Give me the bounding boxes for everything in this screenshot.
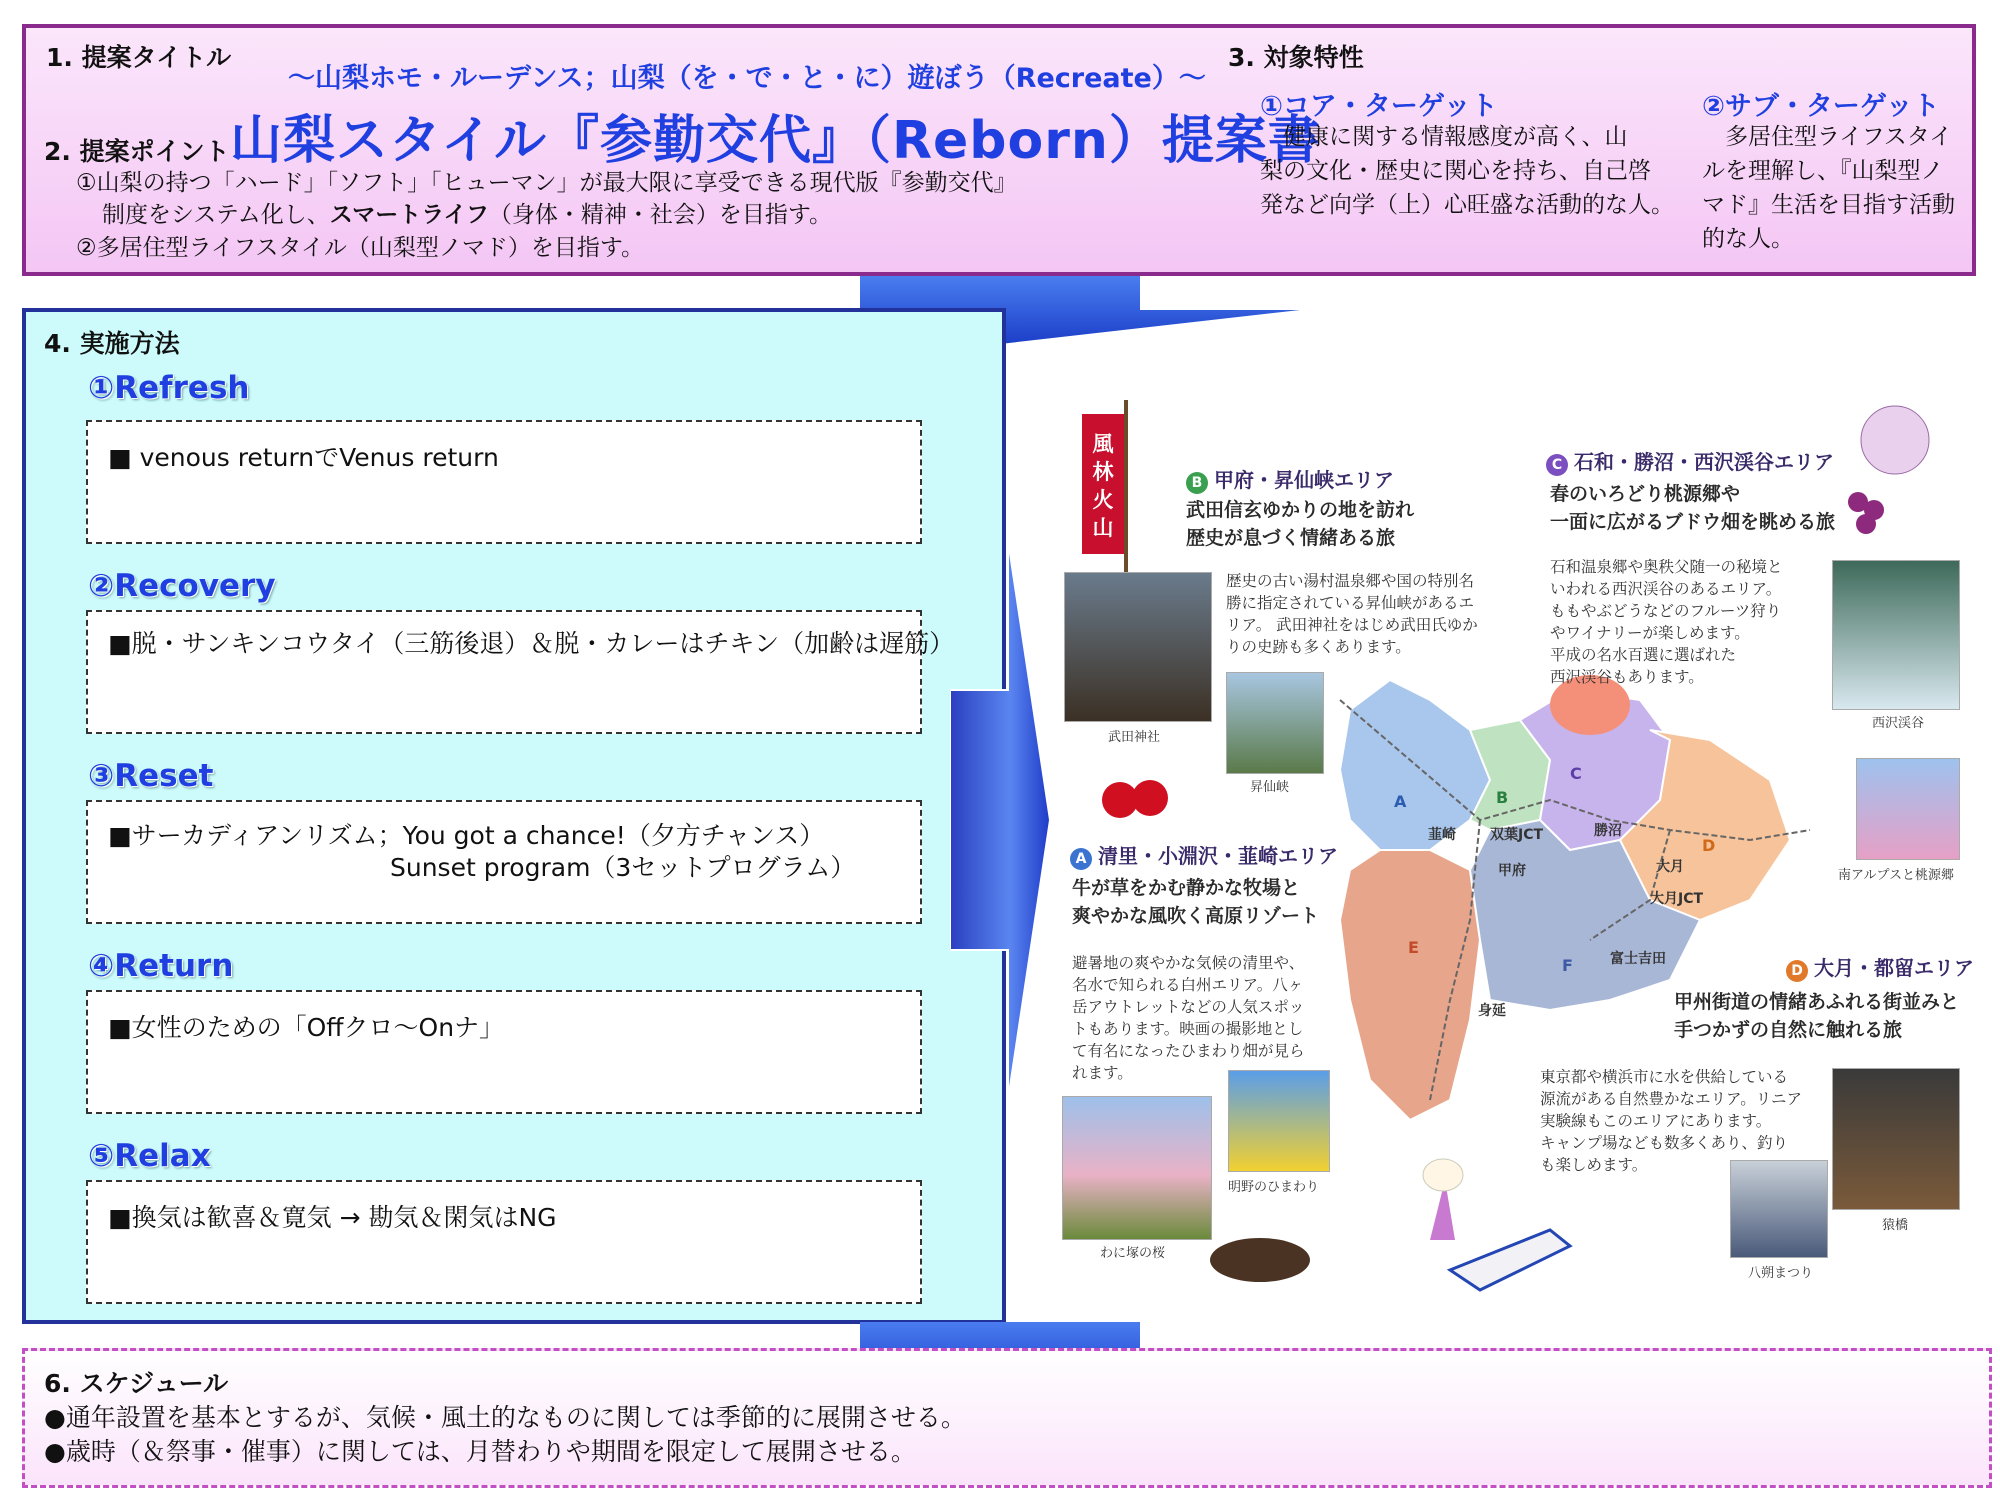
map-region-e [1340,850,1480,1120]
area-a-desc-line: トもあります。映画の撮影地とし [1072,1020,1304,1038]
area-a-badge: A [1070,848,1092,870]
sakura-caption: わに塚の桜 [1100,1246,1166,1261]
area-a-title: 清里・小淵沢・韮崎エリア [1098,844,1338,868]
area-a-subtitle-line: 牛が草をかむ静かな牧場と [1072,877,1301,899]
shosenkyo-caption: 昇仙峡 [1250,780,1290,795]
saruhashi-photo [1832,1068,1960,1210]
area-c-desc-line: ももやぶどうなどのフルーツ狩り [1550,602,1782,620]
area-d-subtitle-line: 手つかずの自然に触れる旅 [1674,1019,1903,1041]
proposal-point-1-cont [102,196,832,229]
core-target-line: 発など向学（上）心旺盛な活動的な人。 [1260,192,1674,218]
hassaku-caption: 八朔まつり [1748,1266,1814,1281]
himawari-caption: 明野のひまわり [1228,1180,1320,1195]
area-d-desc-line: キャンプ場なども数多くあり、釣り [1540,1134,1789,1152]
area-a-desc-line: 岳アウトレットなどの人気スポッ [1072,998,1305,1016]
area-c-subtitle-line: 一面に広がるブドウ畑を眺める旅 [1550,511,1836,533]
section-title-proposal-title: 1. 提案タイトル [46,43,232,72]
area-a-desc-line: れます。 [1072,1064,1133,1082]
area-b-description [1226,570,1516,658]
area-c-subtitle-line: 春のいろどり桃源郷や [1550,483,1741,505]
area-c-desc-line: 西沢渓谷もあります。 [1550,668,1704,686]
area-b-subtitle [1186,496,1414,552]
area-a-desc-line: 避暑地の爽やかな気候の清里や、 [1072,954,1305,972]
method-reset-text-2: Sunset program（3セットプログラム） [390,853,856,882]
area-c-badge: C [1546,454,1568,476]
area-b-desc-line: リア。 武田神社をはじめ武田氏ゆか [1226,616,1478,634]
area-d-desc-line: 実験線もこのエリアにあります。 [1540,1112,1772,1130]
minami-alps-caption: 南アルプスと桃源郷 [1838,868,1954,883]
maglev-train-icon [1450,1230,1570,1290]
method-return-title: ④Return [88,948,234,984]
takeda-shrine-caption: 武田神社 [1108,730,1161,745]
cow-icon [1210,1238,1310,1282]
region-label-f: F [1562,956,1573,975]
place-label-katsunuma: 勝沼 [1594,823,1622,839]
sub-target-line: ルを理解し、『山梨型ノ [1702,158,1944,184]
area-d-desc-line: 源流がある自然豊かなエリア。リニア [1540,1090,1802,1108]
minami-alps-photo [1856,758,1960,860]
area-b-heading [1186,464,1394,494]
region-label-e: E [1408,938,1419,957]
region-label-d: D [1702,836,1716,855]
method-refresh-title: ①Refresh [88,370,250,406]
core-target-description [1260,120,1680,222]
method-relax-text: ■換気は歓喜＆寛気 → 勘気＆閑気はNG [108,1203,557,1232]
area-c-description [1550,556,1830,688]
himawari-photo [1228,1070,1330,1172]
flow-arrow-right-icon [950,540,1050,1100]
area-c-desc-line: やワイナリーが楽しめます。 [1550,624,1750,642]
schedule-line-1: ●通年設置を基本とするが、気候・風土的なものに関しては季節的に展開させる。 [44,1403,966,1432]
smart-life-term: スマートライフ [329,202,489,228]
sub-target-line: 的な人。 [1702,226,1794,252]
area-d-desc-line: 東京都や横浜市に水を供給している [1540,1068,1789,1086]
area-a-desc-line: 名水で知られる白州エリア。八ヶ [1072,976,1304,994]
furinkazan-banner-text: 風林火山 [1092,432,1114,540]
place-label-fujiyoshida: 富士吉田 [1610,951,1666,967]
area-d-badge: D [1786,960,1808,982]
method-refresh-text: ■ venous returnでVenus return [108,443,499,472]
nishizawa-caption: 西沢渓谷 [1872,716,1925,731]
core-target-line: 梨の文化・歴史に関心を持ち、自己啓 [1260,158,1651,184]
section-title-schedule: 6. スケジュール [44,1369,229,1398]
area-b-desc-line: りの史跡も多くあります。 [1226,638,1411,656]
region-label-b: B [1496,788,1509,807]
method-return-text: ■女性のための「Offクロ～Onナ」 [108,1013,505,1042]
area-a-subtitle-line: 爽やかな風吹く高原リゾート [1072,905,1320,927]
sub-target-heading: ②サブ・ターゲット [1702,91,1940,122]
area-d-subtitle-line: 甲州街道の情緒あふれる街並みと [1674,991,1960,1013]
proposal-point-1: ①山梨の持つ「ハード」「ソフト」「ヒューマン」が最大限に享受できる現代版『参勤交代』 [76,170,1017,196]
place-label-kofu: 甲府 [1498,863,1526,879]
area-d-desc-line: も楽しめます。 [1540,1156,1648,1174]
core-target-heading: ①コア・ターゲット [1260,91,1498,122]
sakura-photo [1062,1096,1212,1240]
area-b-desc-line: 勝に指定されている昇仙峡があるエ [1226,594,1475,612]
core-target-line: 健康に関する情報感度が高く、山 [1260,124,1628,150]
method-recovery-title: ②Recovery [88,568,276,604]
proposal-point-1-tail: （身体・精神・社会）を目指す。 [488,202,833,228]
area-c-title: 石和・勝沼・西沢渓谷エリア [1574,450,1834,474]
area-c-desc-line: いわれる西沢渓谷のあるエリア。 [1550,580,1782,598]
place-label-futaba-jct: 双葉JCT [1490,827,1544,843]
area-b-badge: B [1186,472,1208,494]
place-label-nirasaki: 韮崎 [1428,827,1456,843]
region-label-c: C [1570,764,1582,783]
method-recovery-text: ■脱・サンキンコウタイ（三筋後退）＆脱・カレーはチキン（加齢は遅筋） [108,629,955,658]
proposal-subtitle: ～山梨ホモ・ルーデンス；山梨（を・で・と・に）遊ぼう（Recreate）～ [288,63,1206,94]
section-title-proposal-points: 2. 提案ポイント [44,137,230,166]
proposal-main-title: 山梨スタイル『参勤交代』（Reborn）提案書 [230,111,1321,171]
place-label-otsuki: 大月 [1656,859,1684,875]
nishizawa-photo [1832,560,1960,710]
area-a-heading [1070,840,1338,870]
proposal-point-1-text: 制度をシステム化し、 [102,202,330,228]
proposal-point-2: ②多居住型ライフスタイル（山梨型ノマド）を目指す。 [76,235,645,261]
wine-glass-icon [1861,406,1929,474]
area-b-desc-line: 歴史の古い湯村温泉郷や国の特別名 [1226,572,1475,590]
sub-target-line: マド』生活を目指す活動 [1702,192,1955,218]
area-c-heading [1546,446,1834,476]
method-relax-title: ⑤Relax [88,1138,211,1174]
saruhashi-caption: 猿橋 [1882,1218,1909,1233]
area-c-desc-line: 平成の名水百選に選ばれた [1550,646,1737,664]
method-reset-text-1: ■サーカディアンリズム；You got a chance!（夕方チャンス） [108,821,825,850]
area-b-subtitle-line: 歴史が息づく情緒ある旅 [1186,527,1396,549]
area-d-description [1540,1066,1830,1176]
place-label-minobu: 身延 [1478,1003,1506,1019]
yamanashi-tourism-map [1050,400,1974,1300]
sub-target-line: 多居住型ライフスタイ [1702,124,1953,150]
area-a-description [1072,952,1342,1084]
section-title-target-traits: 3. 対象特性 [1228,43,1364,72]
place-label-otsuki-jct: 大月JCT [1650,891,1704,907]
area-d-subtitle [1674,988,1959,1044]
sub-target-description [1702,120,1962,256]
takeda-shrine-photo [1064,572,1212,722]
area-b-subtitle-line: 武田信玄ゆかりの地を訪れ [1186,499,1415,521]
region-label-a: A [1394,792,1407,811]
area-a-desc-line: て有名になったひまわり畑が見ら [1072,1042,1305,1060]
area-b-title: 甲府・昇仙峡エリア [1214,468,1394,492]
area-d-title: 大月・都留エリア [1814,956,1974,980]
area-a-subtitle [1072,874,1319,930]
section-title-implementation: 4. 実施方法 [44,329,180,358]
area-d-heading [1786,952,1974,982]
area-c-desc-line: 石和温泉郷や奥秩父随一の秘境と [1550,558,1783,576]
area-c-subtitle [1550,480,1835,536]
shosenkyo-photo [1226,672,1324,774]
schedule-line-2: ●歳時（＆祭事・催事）に関しては、月替わりや期間を限定して展開させる。 [44,1437,916,1466]
method-reset-title: ③Reset [88,758,214,794]
